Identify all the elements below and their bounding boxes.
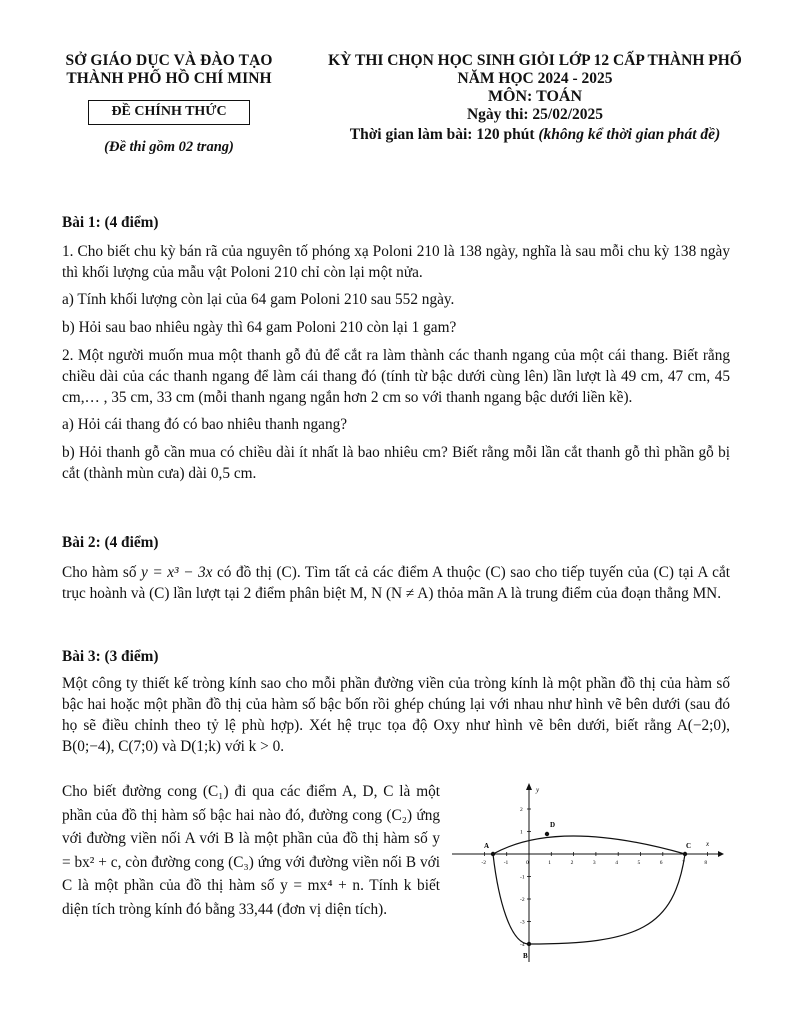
bai2-title: Bài 2: (4 điểm): [62, 534, 159, 551]
x-tick-label: 6: [659, 860, 663, 866]
y-tick-label: -1: [520, 874, 525, 881]
x-tick-label: 3: [592, 860, 596, 866]
x-tick-label: 2: [570, 860, 574, 866]
bai1-p2b: b) Hỏi thanh gỗ cần mua có chiều dài ít nhất là bao nhiêu cm? Biết rằng mỗi lần cắt thanh gỗ thì phần gỗ bị cắt (thành mùn cưa) dài 0,5 cm.: [62, 444, 730, 482]
x-tick-label: 8: [704, 860, 708, 866]
bai3-title: Bài 3: (3 điểm): [62, 648, 159, 665]
y-tick-label: 1: [520, 829, 523, 836]
bai3-p2-block: [62, 780, 440, 921]
point-b: [527, 942, 531, 946]
x-tick-label: 7: [682, 860, 685, 866]
x-tick-label: -2: [481, 860, 486, 866]
curve-c1: [493, 836, 685, 854]
bai1-section: [62, 212, 730, 484]
bai1-p1b: b) Hỏi sau bao nhiêu ngày thì 64 gam Poloni 210 còn lại 1 gam?: [62, 319, 457, 336]
org-line-2: THÀNH PHỐ HỒ CHÍ MINH: [66, 70, 272, 87]
header-left: [44, 52, 294, 156]
bai2-section: [62, 532, 730, 604]
bai1-title: Bài 1: (4 điểm): [62, 214, 159, 231]
y-tick-label: 2: [520, 807, 523, 813]
y-tick-label: -2: [520, 897, 525, 903]
bai2-text-b: có đồ thị (C). Tìm tất cả các điểm A thuộc (C) sao cho tiếp tuyến của (C) tại A cắt trục hoành và (C) lần lượt tại 2 điểm phân biệt M, N (N ≠ A) thỏa mãn A là trung điểm của đoạn thẳng MN.: [62, 564, 730, 602]
point-a: [491, 852, 495, 856]
header-right: [305, 52, 765, 144]
label-c: C: [686, 842, 692, 850]
y-axis-label: y: [536, 786, 540, 794]
exam-title: KỲ THI CHỌN HỌC SINH GIỎI LỚP 12 CẤP THÀNH PHỐ: [328, 52, 742, 69]
x-axis-label: x: [706, 840, 710, 848]
x-axis-arrow: [718, 851, 724, 857]
bai2-text-a: Cho hàm số: [62, 564, 142, 581]
point-c: [683, 852, 687, 856]
y-tick-label: -3: [520, 919, 525, 926]
official-badge: ĐỀ CHÍNH THỨC: [88, 100, 250, 125]
y-axis-arrow: [526, 783, 532, 790]
x-tick-label: 4: [615, 860, 618, 866]
time-label: Thời gian làm bài: 120 phút: [349, 126, 535, 143]
subject: MÔN: TOÁN: [487, 88, 583, 105]
bai1-p1a: a) Tính khối lượng còn lại của 64 gam Poloni 210 sau 552 ngày.: [62, 291, 455, 308]
y-tick-label: -4: [520, 942, 525, 948]
exam-date: Ngày thi: 25/02/2025: [466, 106, 604, 123]
school-year: NĂM HỌC 2024 - 2025: [457, 70, 613, 87]
time-note: (không kể thời gian phát đề): [538, 126, 721, 143]
pages-note: (Đề thi gồm 02 trang): [104, 139, 234, 155]
label-b: B: [523, 952, 528, 960]
bai3-p2: Cho biết đường cong (C₁) đi qua các điểm A, D, C là một phần của đồ thị hàm số bậc hai nào đó, đường cong (C₂) ứng với đường viền nối A với B là một phần của đồ thị hàm số y = bx² + c, còn đường cong (C₃) ứng với đường viền nối B với C là một phần của đồ thị hàm số y = mx⁴ + n. Tính k biết diện tích tròng kính đó bằng 33,44 (đơn vị diện tích).: [62, 783, 440, 918]
point-d: [545, 832, 549, 836]
bai2-text: [62, 562, 730, 604]
bai1-p2: 2. Một người muốn mua một thanh gỗ đủ để cắt ra làm thành các thanh ngang của một cái thang. Biết rằng chiều dài của các thanh ngang để làm cái thang đó (tính từ bậc dưới cùng lên) lần lượt là 49 cm, 47 cm, 45 cm,… , 35 cm, 33 cm (mỗi thanh ngang ngắn hơn 2 cm so với thanh ngang bậc dưới liền kề).: [62, 347, 730, 406]
bai3-section: [62, 646, 730, 757]
bai3-p1: Một công ty thiết kế tròng kính sao cho mỗi phần đường viền của tròng kính là một phần đồ thị của hàm số bậc hai hoặc một phần đồ thị của hàm số bậc bốn rồi ghép chúng lại với nhau như hình vẽ bên dưới (sau đó họ sẽ điều chỉnh theo tỷ lệ phù hợp). Xét hệ trục tọa độ Oxy như hình vẽ bên dưới, biết rằng A(−2;0), B(0;−4), C(7;0) và D(1;k) với k > 0.: [62, 675, 730, 755]
x-tick-label: 1: [548, 860, 552, 866]
bai1-p2a: a) Hỏi cái thang đó có bao nhiêu thanh ngang?: [62, 416, 348, 433]
lens-graph: [448, 778, 728, 968]
curve-c3: [529, 854, 685, 944]
bai2-equation: y = x³ − 3x: [141, 564, 213, 581]
x-tick-label: 0: [526, 860, 529, 866]
org-line-1: SỞ GIÁO DỤC VÀ ĐÀO TẠO: [65, 52, 273, 69]
label-d: D: [550, 821, 556, 829]
exam-time: [305, 126, 765, 144]
x-tick-label: 5: [637, 860, 641, 866]
label-a: A: [484, 842, 490, 850]
x-tick-label: -1: [503, 860, 509, 866]
bai1-p1: 1. Cho biết chu kỳ bán rã của nguyên tố phóng xạ Poloni 210 là 138 ngày, nghĩa là sau mỗi chu kỳ 138 ngày thì khối lượng của mẫu vật Poloni 210 chỉ còn lại một nửa.: [62, 243, 730, 281]
